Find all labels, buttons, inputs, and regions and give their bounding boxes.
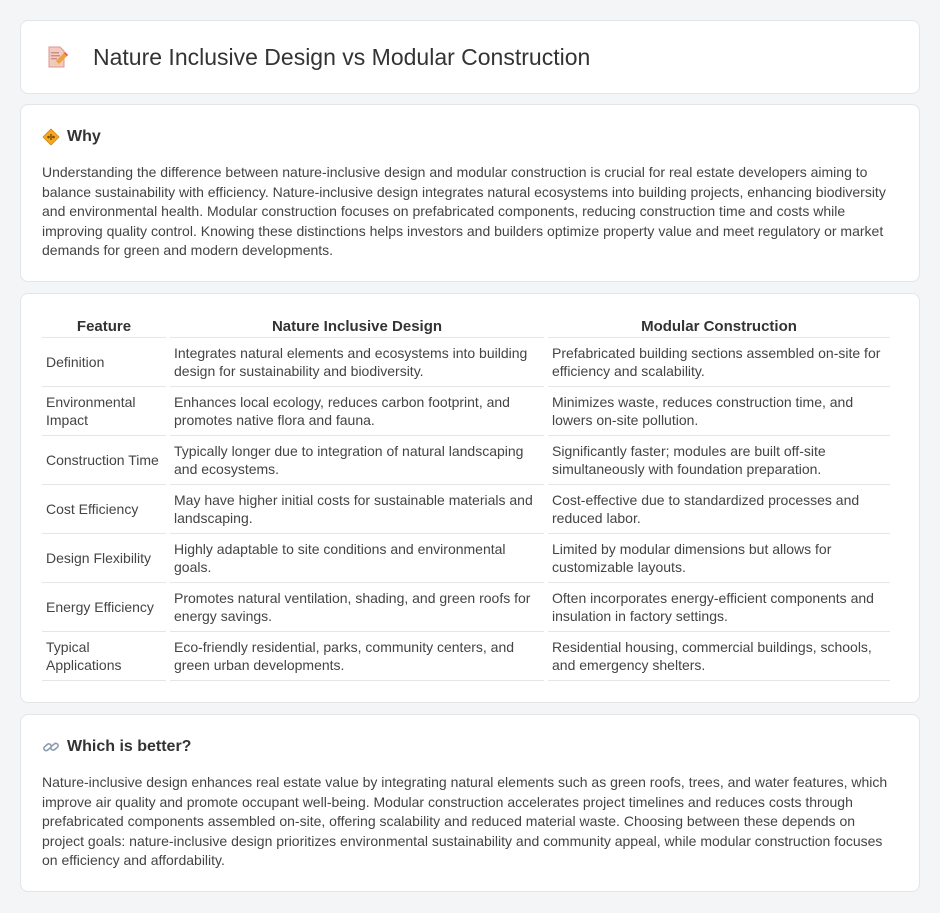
nature-cell: Highly adaptable to site conditions and environmental goals. xyxy=(170,534,544,583)
nature-cell: May have higher initial costs for sustainable materials and landscaping. xyxy=(170,485,544,534)
table-row xyxy=(42,436,890,485)
modular-cell: Cost-effective due to standardized processes and reduced labor. xyxy=(548,485,890,534)
title-card xyxy=(20,20,920,94)
modular-cell: Minimizes waste, reduces construction time, and lowers on-site pollution. xyxy=(548,387,890,436)
feature-cell: Design Flexibility xyxy=(42,534,166,583)
feature-cell: Environmental Impact xyxy=(42,387,166,436)
nature-cell: Eco-friendly residential, parks, community centers, and green urban developments. xyxy=(170,632,544,681)
comparison-table xyxy=(38,316,894,681)
column-header-nature-inclusive: Nature Inclusive Design xyxy=(170,316,544,338)
diamond-sign-icon xyxy=(42,128,60,146)
feature-cell: Typical Applications xyxy=(42,632,166,681)
which-is-better-heading: Which is better? xyxy=(67,738,192,755)
column-header-feature: Feature xyxy=(42,316,166,338)
modular-cell: Often incorporates energy-efficient components and insulation in factory settings. xyxy=(548,583,890,632)
nature-cell: Promotes natural ventilation, shading, and green roofs for energy savings. xyxy=(170,583,544,632)
table-header-row xyxy=(42,316,890,338)
modular-cell: Residential housing, commercial buildings, schools, and emergency shelters. xyxy=(548,632,890,681)
column-header-modular: Modular Construction xyxy=(548,316,890,338)
nature-cell: Typically longer due to integration of natural landscaping and ecosystems. xyxy=(170,436,544,485)
modular-cell: Prefabricated building sections assembled on-site for efficiency and scalability. xyxy=(548,338,890,387)
document-pencil-icon xyxy=(45,45,69,69)
modular-cell: Limited by modular dimensions but allows for customizable layouts. xyxy=(548,534,890,583)
why-heading: Why xyxy=(67,128,101,145)
why-section xyxy=(20,104,920,282)
link-icon xyxy=(42,738,60,756)
table-row xyxy=(42,338,890,387)
feature-cell: Construction Time xyxy=(42,436,166,485)
table-row xyxy=(42,387,890,436)
table-row xyxy=(42,534,890,583)
page-title: Nature Inclusive Design vs Modular Construction xyxy=(93,43,591,70)
table-row xyxy=(42,583,890,632)
table-row xyxy=(42,485,890,534)
feature-cell: Cost Efficiency xyxy=(42,485,166,534)
why-text: Understanding the difference between nature-inclusive design and modular construction is crucial for real estate developers aiming to balance sustainability with efficiency. Nature-inclusive design integrates natural ecosystems into building projects, enhancing biodiversity and environmental health. Modular construction focuses on prefabricated components, reducing construction time and costs while improving quality control. Knowing these distinctions helps investors and builders optimize property value and meet regulatory or market demands for green and modern developments. xyxy=(42,164,886,259)
which-is-better-section xyxy=(20,714,920,892)
feature-cell: Definition xyxy=(42,338,166,387)
modular-cell: Significantly faster; modules are built off-site simultaneously with foundation preparation. xyxy=(548,436,890,485)
nature-cell: Enhances local ecology, reduces carbon footprint, and promotes native flora and fauna. xyxy=(170,387,544,436)
table-row xyxy=(42,632,890,681)
comparison-table-card xyxy=(20,293,920,703)
nature-cell: Integrates natural elements and ecosystems into building design for sustainability and biodiversity. xyxy=(170,338,544,387)
feature-cell: Energy Efficiency xyxy=(42,583,166,632)
which-is-better-text: Nature-inclusive design enhances real estate value by integrating natural elements such as green roofs, trees, and water features, which improve air quality and promote occupant well-being. Modular construction accelerates project timelines and reduces costs through prefabricated components assembled on-site, offering scalability and reduced material waste. Choosing between these depends on project goals: nature-inclusive design prioritizes environmental sustainability and community appeal, while modular construction focuses on efficiency and affordability. xyxy=(42,774,888,869)
